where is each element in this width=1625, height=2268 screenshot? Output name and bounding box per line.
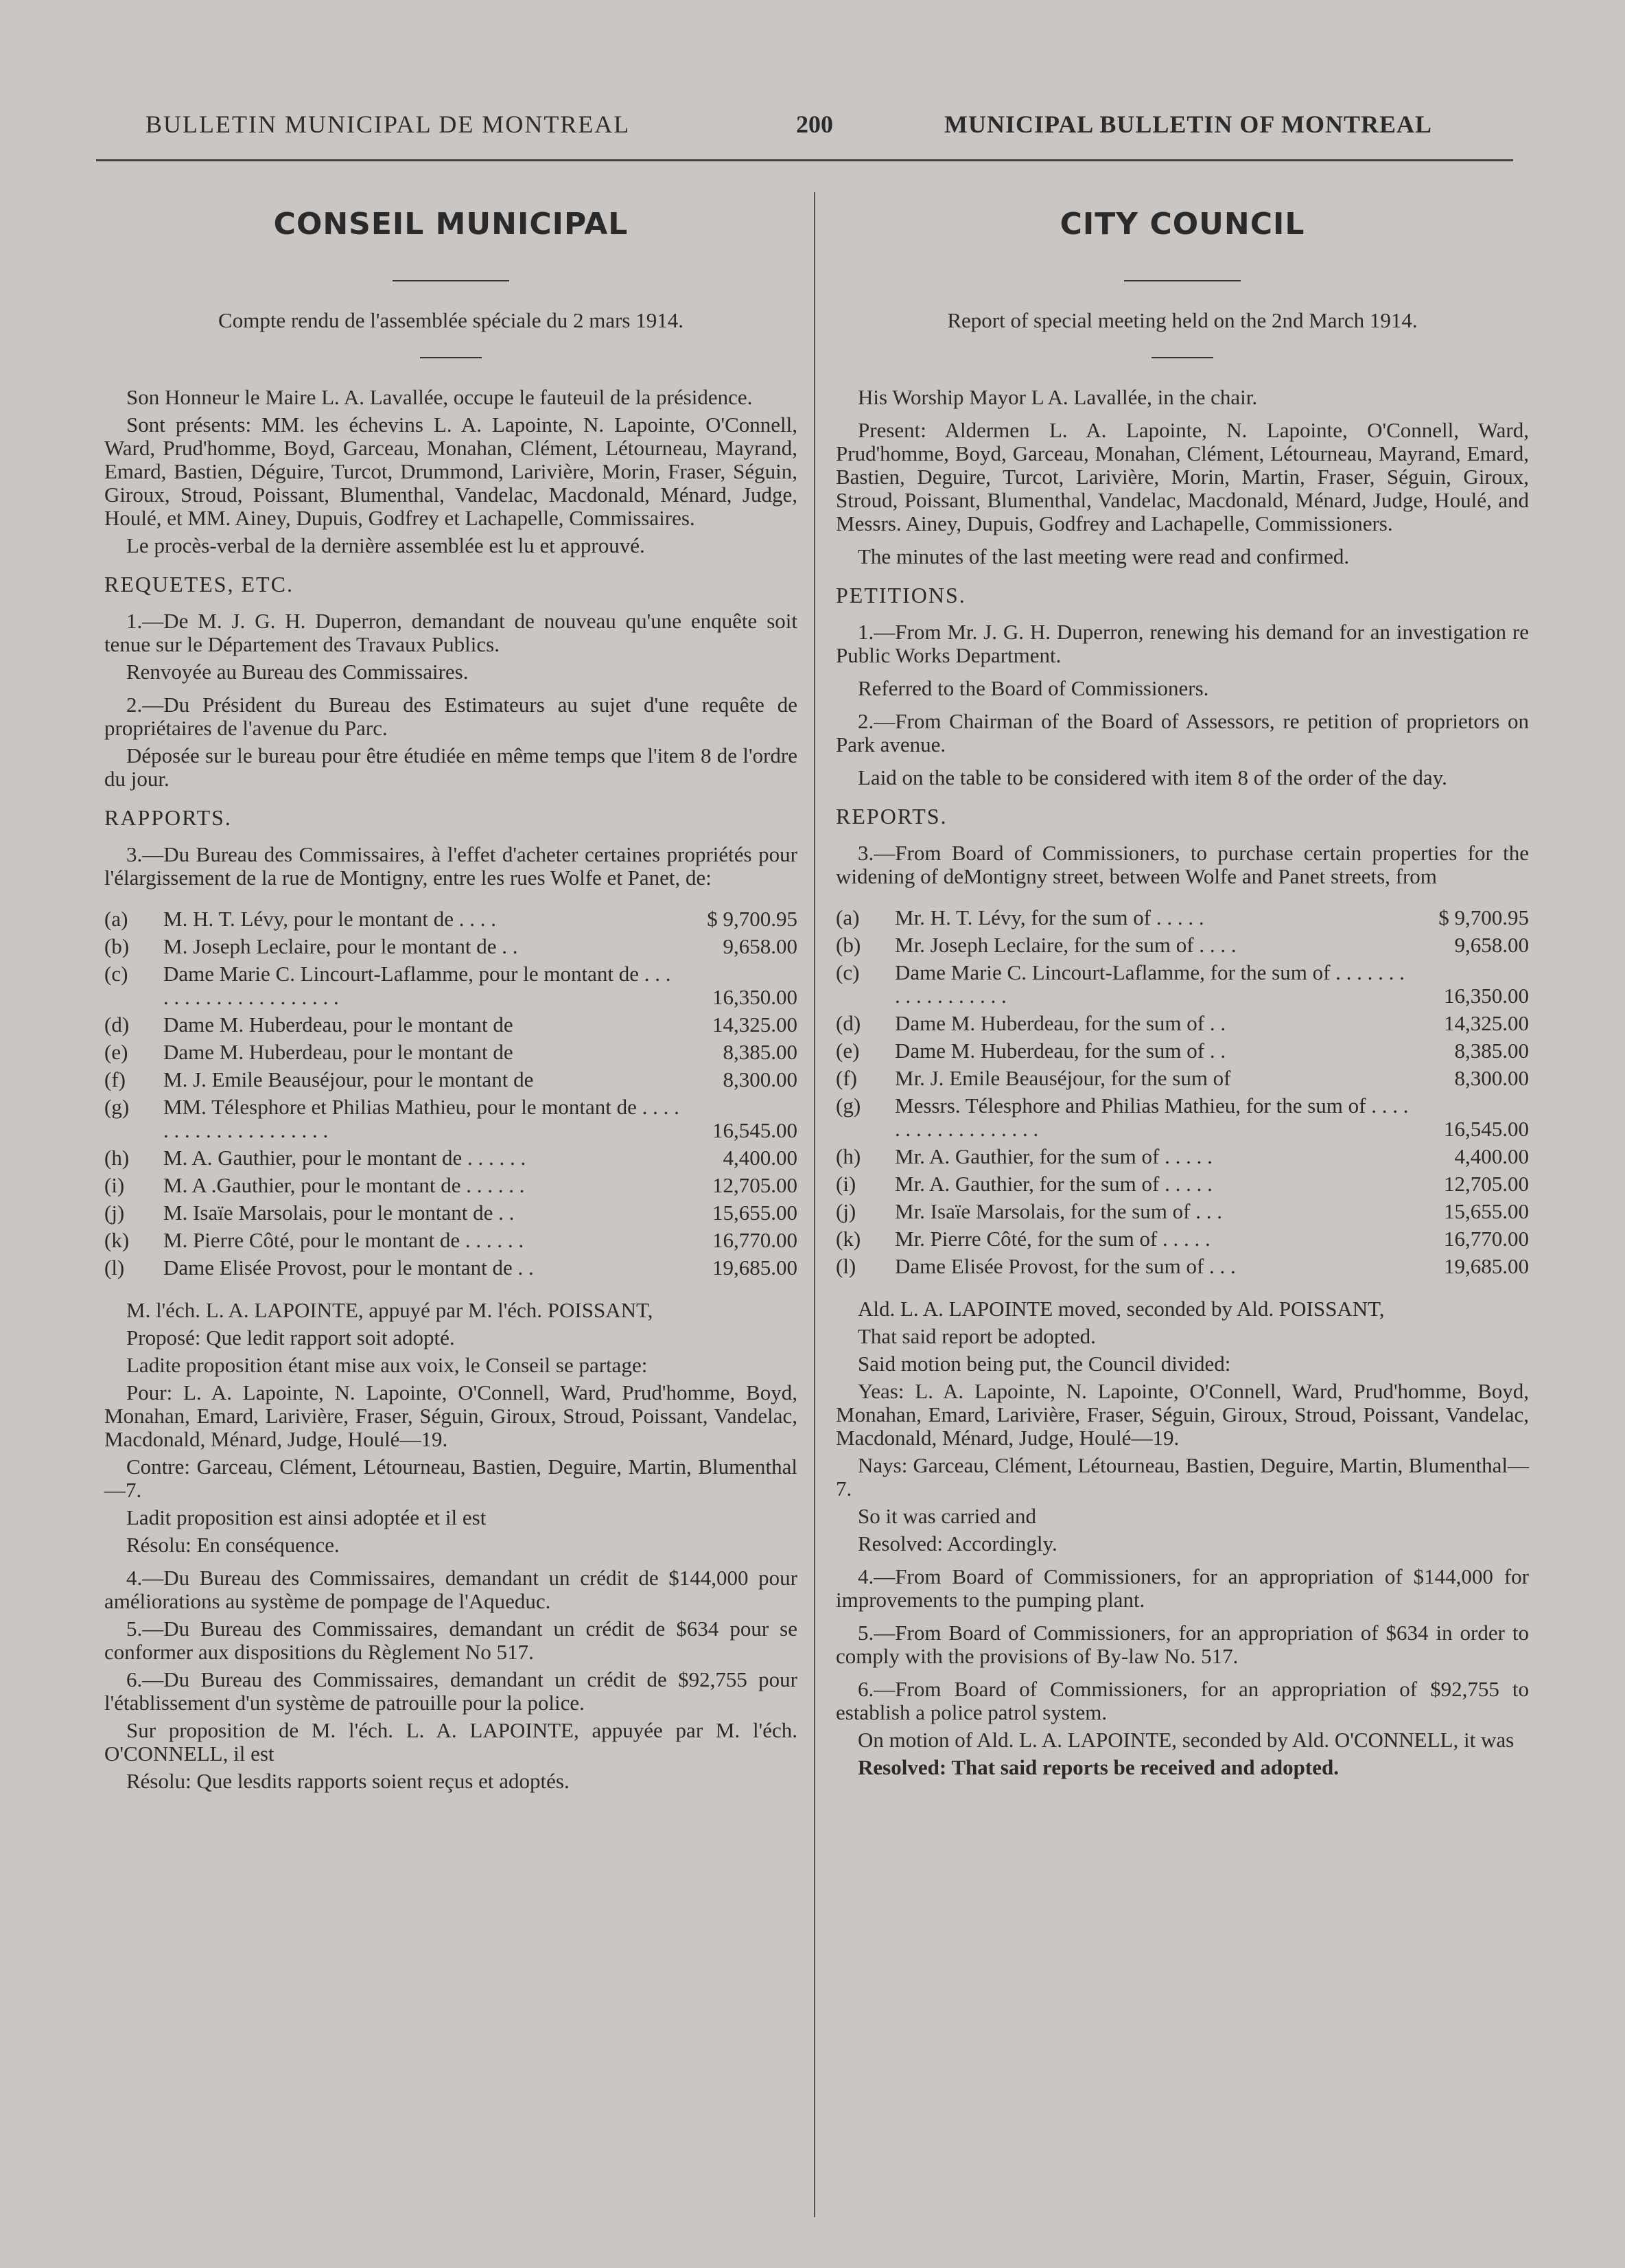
report-5: 5.—From Board of Commissioners, for an appropriation of $634 in order to comply with the provisions of By-law No. 517. (836, 1621, 1529, 1668)
mayor-paragraph: Son Honneur le Maire L. A. Lavallée, occupe le fauteuil de la présidence. (126, 385, 753, 409)
item-amount: 16,350.00 (1444, 984, 1529, 1008)
item-label: (g) (836, 1094, 861, 1118)
item-description: Dame Marie C. Lincourt-Laflamme, pour le montant de . . . . . . . . . . . . . . . . . . . . (163, 962, 671, 1009)
item-label: (g) (104, 1095, 130, 1119)
petition-1: 1.—From Mr. J. G. H. Duperron, renewing his demand for an investigation re Public Works Department. (836, 620, 1529, 667)
item-amount: 16,770.00 (712, 1228, 797, 1252)
motion-paragraph: Ald. L. A. LAPOINTE moved, seconded by Ald. POISSANT, (858, 1297, 1385, 1321)
item-amount: 9,658.00 (723, 934, 797, 958)
report-4: 4.—From Board of Commissioners, for an appropriation of $144,000 for improvements to the pumping plant. (836, 1564, 1529, 1612)
item-amount: 4,400.00 (723, 1146, 797, 1170)
property-item-row (104, 906, 797, 934)
contre-paragraph: Contre: Garceau, Clément, Létourneau, Bastien, Deguire, Martin, Blumenthal—7. (104, 1455, 797, 1502)
present-paragraph: Present: Aldermen L. A. Lapointe, N. Lapointe, O'Connell, Ward, Prud'homme, Boyd, Garceau, Monahan, Clément, Létourneau, Mayrand, Emard, Bastien, Deguire, Turcot, Larivière, Morin, Martin, Fraser, Séguin, Giroux, Stroud, Poissant, Blumenthal, Vandelac, Macdonald, Ménard, Judge, Houlé, and Messrs. Ainey, Dupuis, Godfrey and Lachapelle, Commissioners. (836, 418, 1529, 535)
property-item-row (836, 1144, 1529, 1171)
vote-paragraph: Ladite proposition étant mise aux voix, le Conseil se partage: (126, 1353, 648, 1377)
property-item-row (836, 960, 1529, 1010)
item-label: (l) (836, 1254, 856, 1278)
item-amount: $ 9,700.95 (707, 907, 797, 931)
item-label: (d) (104, 1012, 130, 1037)
property-item-row (104, 1145, 797, 1172)
french-subtitle: Compte rendu de l'assemblée spéciale du 2 mars 1914. (218, 308, 683, 332)
item-description: M. Isaïe Marsolais, pour le montant de . . (163, 1201, 515, 1225)
item-description: Dame M. Huberdeau, for the sum of . . (895, 1039, 1226, 1063)
that-paragraph: That said report be adopted. (858, 1324, 1096, 1348)
item-label: (k) (104, 1228, 130, 1252)
property-item-row (104, 934, 797, 961)
property-item-row (104, 1067, 797, 1094)
item-amount: 16,545.00 (1444, 1117, 1529, 1141)
item-description: Messrs. Télesphore and Philias Mathieu, for the sum of . . . . . . . . . . . . . . . . . . (895, 1094, 1409, 1141)
subtitle-rule (1151, 357, 1213, 358)
petition-1-referral: Referred to the Board of Commissioners. (858, 676, 1209, 700)
item-label: (b) (836, 933, 861, 957)
property-item-row (104, 1039, 797, 1067)
request-1-referral: Renvoyée au Bureau des Commissaires. (126, 660, 469, 684)
running-header-english: MUNICIPAL BULLETIN OF MONTREAL (944, 111, 1433, 138)
title-rule (1124, 280, 1241, 281)
item-description: MM. Télesphore et Philias Mathieu, pour le montant de . . . . . . . . . . . . . . . . . . . . (163, 1095, 679, 1142)
item-description: M. A. Gauthier, pour le montant de . . . . . . (163, 1146, 526, 1170)
section-heading-reports: REPORTS. (836, 804, 948, 829)
item-label: (f) (836, 1066, 857, 1090)
resolu-paragraph: Résolu: En conséquence. (126, 1533, 340, 1557)
item-amount: 19,685.00 (1444, 1254, 1529, 1278)
item-amount: 15,655.00 (712, 1201, 797, 1225)
item-amount: 8,385.00 (723, 1040, 797, 1064)
item-description: Dame M. Huberdeau, for the sum of . . (895, 1011, 1226, 1035)
title-rule (393, 280, 509, 281)
item-amount: 8,385.00 (1454, 1039, 1529, 1063)
item-label: (b) (104, 934, 130, 958)
item-label: (k) (836, 1227, 861, 1251)
property-item-row (104, 1012, 797, 1039)
english-subtitle: Report of special meeting held on the 2nd March 1914. (947, 308, 1418, 332)
item-amount: 8,300.00 (1454, 1066, 1529, 1090)
item-description: Dame Elisée Provost, pour le montant de . . (163, 1256, 534, 1280)
item-description: M. A .Gauthier, pour le montant de . . . . . . (163, 1173, 525, 1197)
present-paragraph: Sont présents: MM. les échevins L. A. Lapointe, N. Lapointe, O'Connell, Ward, Prud'homme, Boyd, Garceau, Monahan, Clément, Létourneau, Mayrand, Emard, Bastien, Déguire, Turcot, Drummond, Larivière, Morin, Fraser, Séguin, Giroux, Stroud, Poissant, Blumenthal, Vandelac, Macdonald, Ménard, Judge, Houlé, et MM. Ainey, Dupuis, Godfrey et Lachapelle, Commissaires. (104, 413, 797, 530)
propose-paragraph: Proposé: Que ledit rapport soit adopté. (126, 1326, 455, 1350)
item-amount: $ 9,700.95 (1438, 905, 1529, 929)
property-item-row (104, 1200, 797, 1227)
item-label: (a) (104, 907, 128, 931)
property-item-row (836, 1199, 1529, 1226)
item-amount: 16,545.00 (712, 1118, 797, 1142)
item-description: Dame Elisée Provost, for the sum of . . . (895, 1254, 1236, 1278)
item-description: Dame Marie C. Lincourt-Laflamme, for the sum of . . . . . . . . . . . . . . . . . . (895, 960, 1405, 1008)
item-label: (j) (836, 1199, 856, 1223)
item-label: (c) (836, 960, 860, 984)
item-label: (j) (104, 1201, 125, 1225)
motion-paragraph: M. l'éch. L. A. LAPOINTE, appuyé par M. l'éch. POISSANT, (126, 1298, 653, 1322)
page-number: 200 (796, 111, 833, 138)
section-heading-petitions: PETITIONS. (836, 583, 966, 608)
item-description: Mr. Pierre Côté, for the sum of . . . . . (895, 1227, 1211, 1251)
item-amount: 4,400.00 (1454, 1144, 1529, 1168)
item-amount: 19,685.00 (712, 1256, 797, 1280)
final-resolved-paragraph: Resolved: That said reports be received and adopted. (858, 1755, 1339, 1779)
report-6: 6.—Du Bureau des Commissaires, demandant un crédit de $92,755 pour l'établissement d'un système de patrouille pour la police. (104, 1667, 797, 1715)
item-amount: 9,658.00 (1454, 933, 1529, 957)
request-2-referral: Déposée sur le bureau pour être étudiée en même temps que l'item 8 de l'ordre du jour. (104, 743, 797, 791)
report-6: 6.—From Board of Commissioners, for an appropriation of $92,755 to establish a police patrol system. (836, 1677, 1529, 1724)
item-amount: 12,705.00 (1444, 1172, 1529, 1196)
running-header-french: BULLETIN MUNICIPAL DE MONTREAL (145, 111, 631, 138)
yeas-paragraph: Yeas: L. A. Lapointe, N. Lapointe, O'Connell, Ward, Prud'homme, Boyd, Monahan, Emard, Larivière, Fraser, Séguin, Giroux, Stroud, Poissant, Vandelac, Macdonald, Ménard, Judge, Houlé—19. (836, 1379, 1529, 1450)
french-column (104, 199, 797, 1797)
item-description: Mr. H. T. Lévy, for the sum of . . . . . (895, 905, 1204, 929)
item-label: (i) (836, 1172, 856, 1196)
item-amount: 14,325.00 (1444, 1011, 1529, 1035)
item-description: Mr. J. Emile Beauséjour, for the sum of (895, 1066, 1231, 1090)
item-amount: 16,350.00 (712, 985, 797, 1009)
adopted-paragraph: Ladit proposition est ainsi adoptée et il est (126, 1505, 487, 1529)
column-separator (814, 192, 815, 2217)
item-label: (e) (104, 1040, 128, 1064)
report-3: 3.—Du Bureau des Commissaires, à l'effet d'acheter certaines propriétés pour l'élargissement de la rue de Montigny, entre les rues Wolfe et Panet, de: (104, 842, 797, 890)
property-item-row (836, 1226, 1529, 1253)
property-list-english (836, 905, 1529, 1281)
item-description: Dame M. Huberdeau, pour le montant de (163, 1012, 513, 1037)
request-1: 1.—De M. J. G. H. Duperron, demandant de nouveau qu'une enquête soit tenue sur le Département des Travaux Publics. (104, 609, 797, 656)
item-label: (h) (104, 1146, 130, 1170)
property-item-row (836, 1010, 1529, 1038)
resolved-paragraph: Resolved: Accordingly. (858, 1531, 1057, 1555)
item-description: M. Joseph Leclaire, pour le montant de . . (163, 934, 518, 958)
item-label: (l) (104, 1256, 125, 1280)
item-label: (d) (836, 1011, 861, 1035)
final-resolu-paragraph: Résolu: Que lesdits rapports soient reçus et adoptés. (126, 1769, 570, 1793)
property-item-row (836, 1065, 1529, 1093)
property-item-row (836, 1093, 1529, 1144)
item-label: (a) (836, 905, 860, 929)
minutes-paragraph: The minutes of the last meeting were read and confirmed. (858, 544, 1350, 568)
section-heading-requetes: REQUETES, ETC. (104, 572, 294, 597)
minutes-paragraph: Le procès-verbal de la dernière assemblée est lu et approuvé. (126, 533, 645, 557)
nays-paragraph: Nays: Garceau, Clément, Létourneau, Bastien, Deguire, Martin, Blumenthal—7. (836, 1453, 1529, 1501)
on-motion-paragraph: On motion of Ald. L. A. LAPOINTE, seconded by Ald. O'CONNELL, it was (858, 1728, 1515, 1752)
item-description: M. J. Emile Beauséjour, pour le montant de (163, 1067, 534, 1091)
item-label: (i) (104, 1173, 125, 1197)
item-description: Mr. Joseph Leclaire, for the sum of . . . . (895, 933, 1237, 957)
sur-proposition-paragraph: Sur proposition de M. l'éch. L. A. LAPOINTE, appuyée par M. l'éch. O'CONNELL, il est (104, 1718, 797, 1766)
carried-paragraph: So it was carried and (858, 1504, 1036, 1528)
item-description: M. H. T. Lévy, pour le montant de . . . . (163, 907, 497, 931)
pour-paragraph: Pour: L. A. Lapointe, N. Lapointe, O'Connell, Ward, Prud'homme, Boyd, Monahan, Emard, Larivière, Fraser, Séguin, Giroux, Stroud, Poissant, Vandelac, Macdonald, Ménard, Judge, Houlé—19. (104, 1380, 797, 1451)
item-label: (e) (836, 1039, 860, 1063)
item-amount: 12,705.00 (712, 1173, 797, 1197)
item-description: Mr. A. Gauthier, for the sum of . . . . . (895, 1172, 1213, 1196)
item-amount: 15,655.00 (1444, 1199, 1529, 1223)
property-list-french (104, 906, 797, 1282)
item-amount: 16,770.00 (1444, 1227, 1529, 1251)
english-title: CITY COUNCIL (1060, 207, 1305, 242)
property-item-row (836, 1171, 1529, 1199)
subtitle-rule (420, 357, 482, 358)
property-item-row (104, 961, 797, 1012)
item-description: Mr. A. Gauthier, for the sum of . . . . . (895, 1144, 1213, 1168)
mayor-paragraph: His Worship Mayor L A. Lavallée, in the chair. (858, 385, 1258, 409)
property-item-row (104, 1172, 797, 1200)
petition-2-referral: Laid on the table to be considered with item 8 of the order of the day. (858, 765, 1447, 789)
property-item-row (104, 1227, 797, 1255)
item-label: (f) (104, 1067, 126, 1091)
report-3: 3.—From Board of Commissioners, to purchase certain properties for the widening of deMontigny street, between Wolfe and Panet streets, from (836, 841, 1529, 888)
item-description: Dame M. Huberdeau, pour le montant de (163, 1040, 513, 1064)
report-4: 4.—Du Bureau des Commissaires, demandant un crédit de $144,000 pour améliorations au système de pompage de l'Aqueduc. (104, 1566, 797, 1613)
request-2: 2.—Du Président du Bureau des Estimateurs au sujet d'une requête de propriétaires de l'avenue du Parc. (104, 693, 797, 740)
property-item-row (836, 905, 1529, 932)
report-5: 5.—Du Bureau des Commissaires, demandant un crédit de $634 pour se conformer aux dispositions du Règlement No 517. (104, 1617, 797, 1664)
item-label: (h) (836, 1144, 861, 1168)
french-title: CONSEIL MUNICIPAL (273, 207, 629, 242)
section-heading-rapports: RAPPORTS. (104, 805, 232, 830)
item-amount: 14,325.00 (712, 1012, 797, 1037)
item-description: M. Pierre Côté, pour le montant de . . . . . . (163, 1228, 524, 1252)
item-amount: 8,300.00 (723, 1067, 797, 1091)
petition-2: 2.—From Chairman of the Board of Assessors, re petition of proprietors on Park avenue. (836, 709, 1529, 756)
property-item-row (104, 1094, 797, 1145)
property-item-row (836, 1253, 1529, 1281)
english-column (836, 199, 1529, 1783)
property-item-row (104, 1255, 797, 1282)
header-rule (96, 159, 1513, 161)
vote-paragraph: Said motion being put, the Council divided: (858, 1352, 1231, 1376)
item-label: (c) (104, 962, 128, 986)
property-item-row (836, 932, 1529, 960)
property-item-row (836, 1038, 1529, 1065)
item-description: Mr. Isaïe Marsolais, for the sum of . . . (895, 1199, 1222, 1223)
